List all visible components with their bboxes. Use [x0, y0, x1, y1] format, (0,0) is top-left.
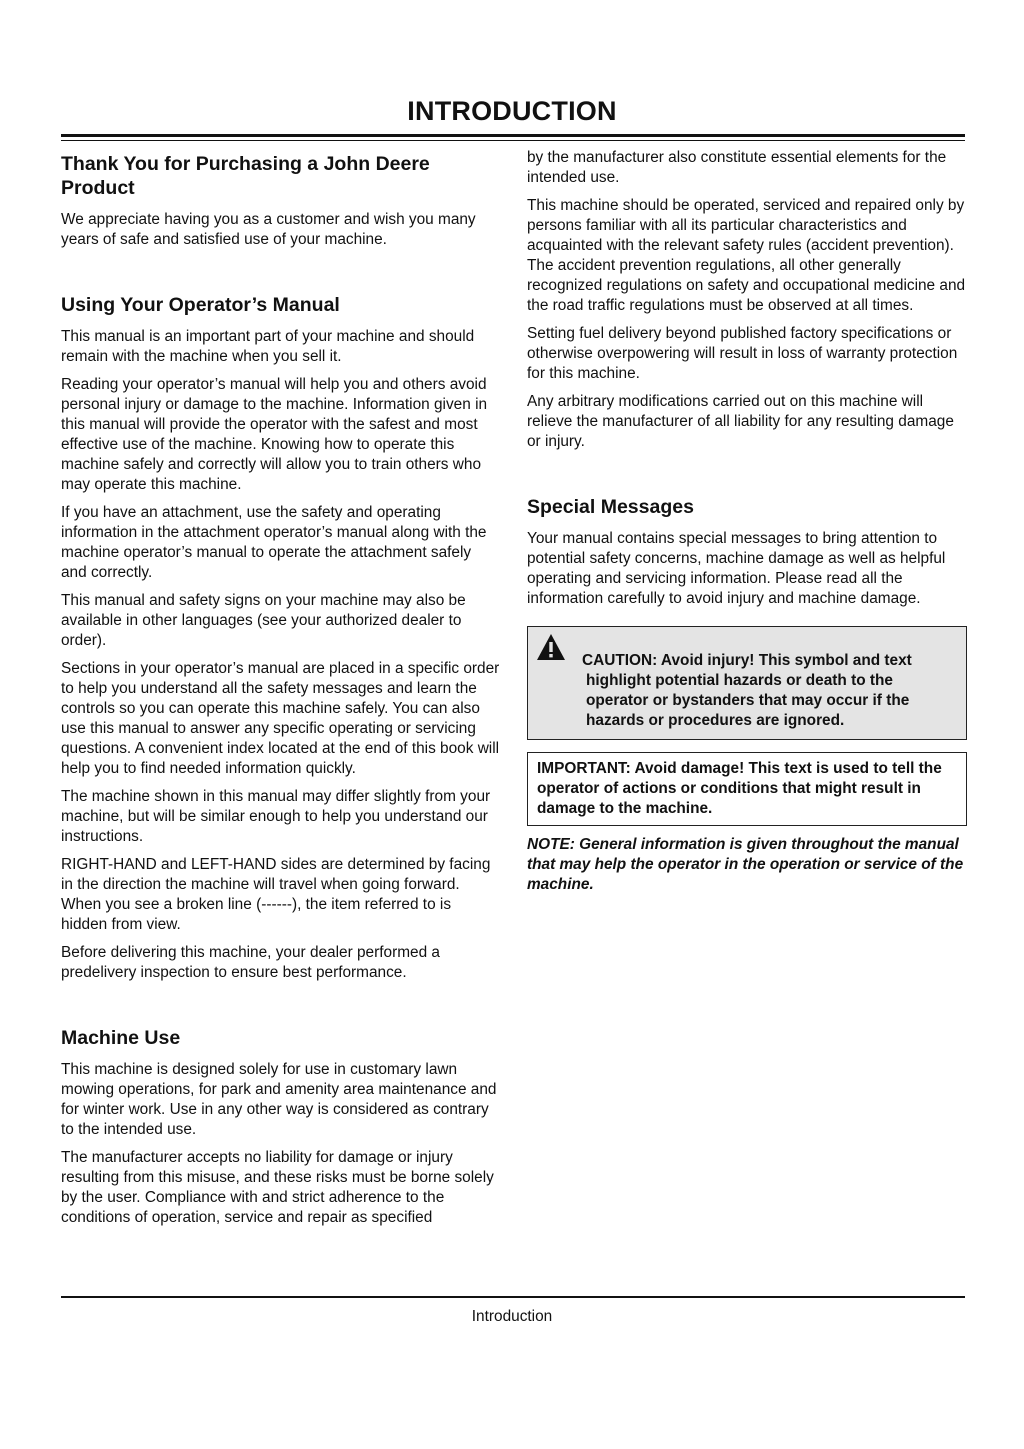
important-box [527, 752, 967, 826]
paragraph-thank-you: We appreciate having you as a customer and wish you many years of safe and satisfied use of your machine. [61, 211, 476, 248]
paragraph-continued-4: Any arbitrary modifications carried out on this machine will relieve the manufacturer of all liability for any resulting damage or injury. [527, 393, 954, 450]
caution-text-line-4: hazards or procedures are ignored. [586, 712, 845, 729]
paragraph-manual-8: Before delivering this machine, your dealer performed a predelivery inspection to ensure best performance. [61, 944, 440, 981]
paragraph-manual-4: This manual and safety signs on your machine may also be available in other languages (see your authorized dealer to order). [61, 592, 466, 649]
important-text: IMPORTANT: Avoid damage! This text is used to tell the operator of actions or conditions that might result in damage to the machine. [537, 760, 942, 817]
heading-using-manual: Using Your Operator’s Manual [61, 294, 340, 316]
paragraph-machine-use-2: The manufacturer accepts no liability for damage or injury resulting from this misuse, and these risks must be borne solely by the user. Compliance with and strict adherence to the conditions of operation, service and repair as specified [61, 1149, 494, 1226]
paragraph-continued-2: This machine should be operated, serviced and repaired only by persons familiar with all its particular characteristics and acquainted with the relevant safety rules (accident prevention). The accident prevention regulations, all other generally recognized regulations on safety and occupational medicine and the road traffic regulations must be observed at all times. [527, 197, 966, 314]
note-text: NOTE: General information is given throughout the manual that may help the operator in the operation or service of the machine. [527, 836, 964, 893]
paragraph-continued-1: by the manufacturer also constitute essential elements for the intended use. [527, 149, 947, 186]
paragraph-manual-1: This manual is an important part of your machine and should remain with the machine when you sell it. [61, 328, 475, 365]
heading-thank-you: Thank You for Purchasing a John Deere Product [61, 153, 430, 199]
caution-text-line-2: highlight potential hazards or death to the [586, 672, 893, 689]
paragraph-continued-3: Setting fuel delivery beyond published factory specifications or otherwise overpowering will result in loss of warranty protection for this machine. [527, 325, 958, 382]
header-rule-thin [61, 140, 965, 141]
paragraph-manual-5: Sections in your operator’s manual are placed in a specific order to help you understand all the safety messages and learn the controls so you can operate this machine safely. You can also use this manual to answer any specific operating or servicing questions. A convenient index located at the end of this book will help you to find needed information quickly. [61, 660, 500, 777]
paragraph-manual-7: RIGHT-HAND and LEFT-HAND sides are determined by facing in the direction the machine will travel when going forward. When you see a broken line (------), the item referred to is hidden from view. [61, 856, 491, 933]
paragraph-special-messages: Your manual contains special messages to bring attention to potential safety concerns, machine damage as well as helpful operating and servicing information. Please read all the information carefully to avoid injury and machine damage. [527, 530, 946, 607]
paragraph-manual-3: If you have an attachment, use the safety and operating information in the attachment operator’s manual along with the machine operator’s manual to operate the attachment safely and correctly. [61, 504, 487, 581]
caution-text-first-line: CAUTION: Avoid injury! This symbol and text [582, 652, 912, 669]
left-column [61, 148, 501, 1236]
footer-label: Introduction [471, 1308, 553, 1325]
heading-special-messages: Special Messages [527, 496, 694, 518]
caution-box [527, 626, 967, 740]
heading-machine-use: Machine Use [61, 1027, 181, 1049]
paragraph-machine-use-1: This machine is designed solely for use in customary lawn mowing operations, for park and amenity area maintenance and for winter work. Use in any other way is considered as contrary to the intended use. [61, 1061, 497, 1138]
paragraph-manual-2: Reading your operator’s manual will help you and others avoid personal injury or damage to the machine. Information given in this manual will provide the operator with the safest and most effective use of the machine. Knowing how to operate this machine safely and correctly will allow you to train others who may operate this machine. [61, 376, 488, 493]
caution-text-line-3: operator or bystanders that may occur if the [586, 692, 910, 709]
page-title: INTRODUCTION [407, 96, 617, 126]
warning-triangle-icon [536, 633, 566, 661]
paragraph-manual-6: The machine shown in this manual may differ slightly from your machine, but will be similar enough to help you understand our instructions. [61, 788, 491, 845]
header-rule-thick [61, 134, 965, 137]
right-column [527, 148, 967, 895]
footer-rule [61, 1296, 965, 1298]
